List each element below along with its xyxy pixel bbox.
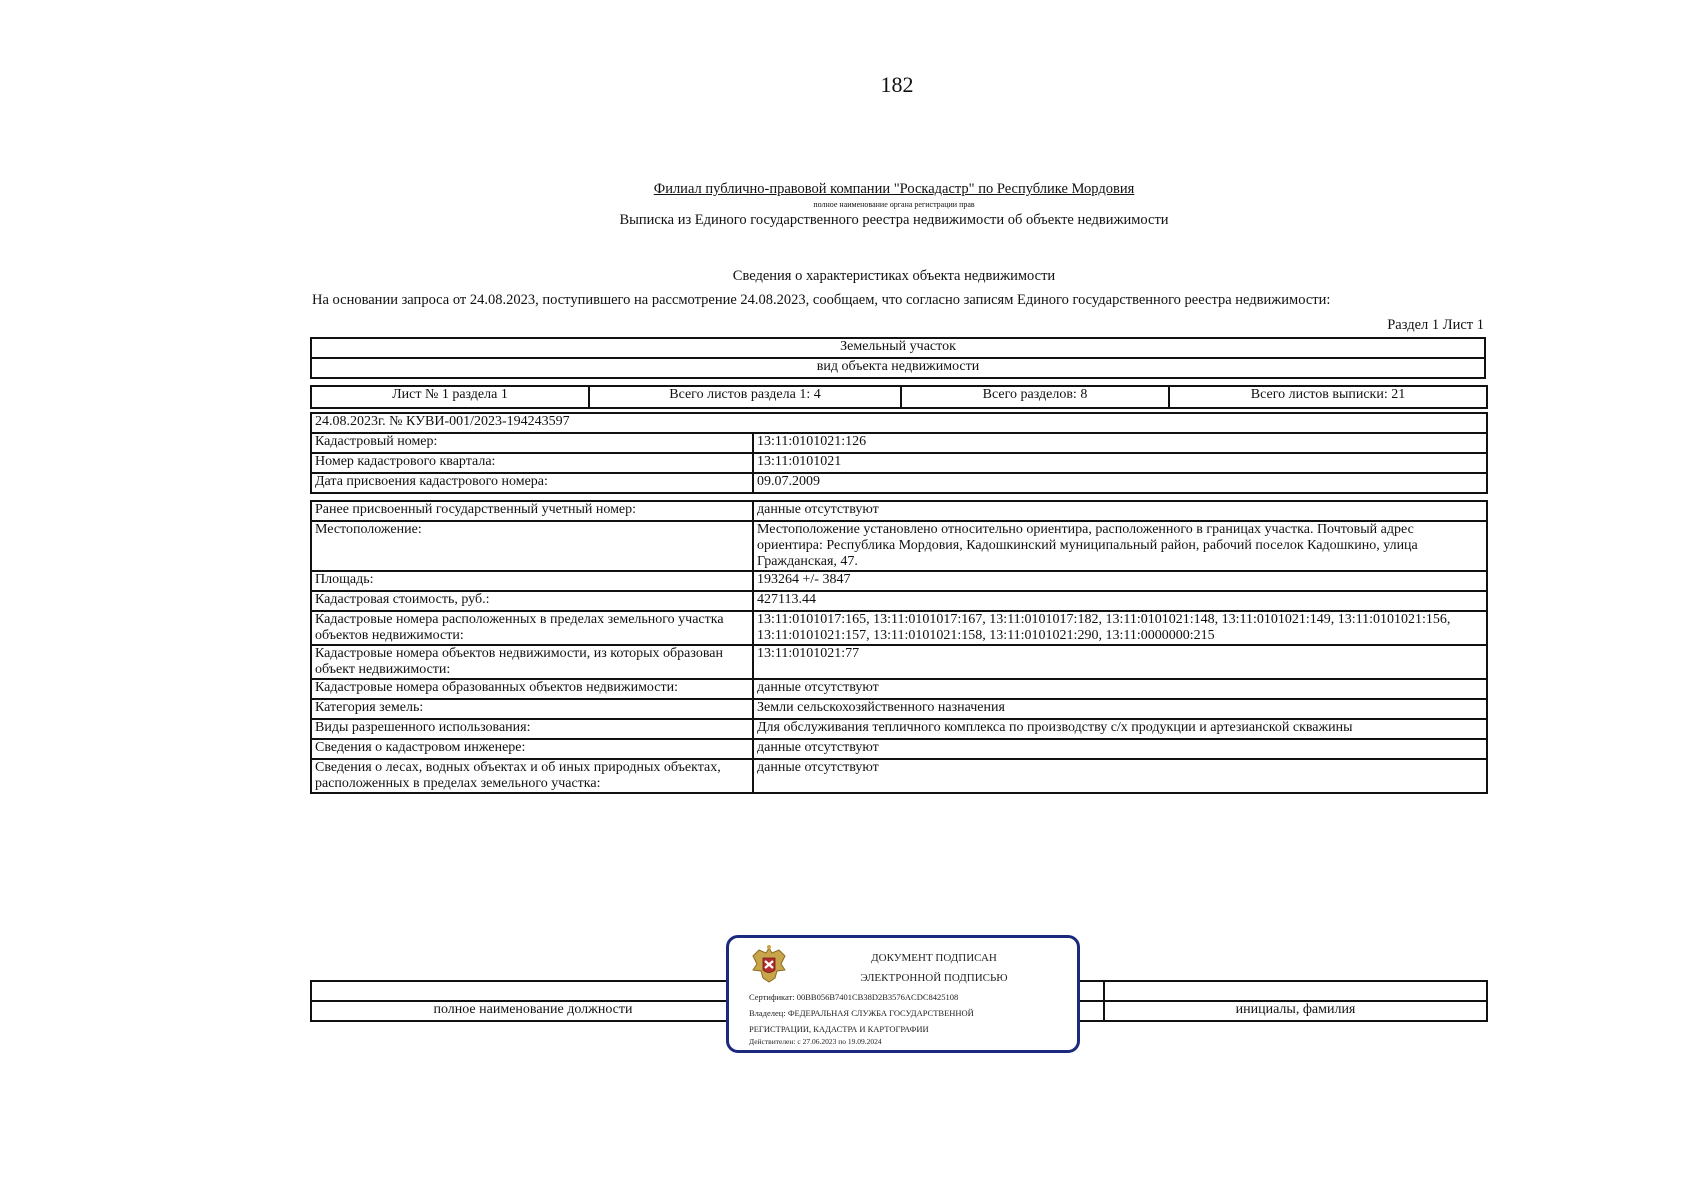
row-value: 193264 +/- 3847 — [753, 571, 1487, 591]
position-caption: полное наименование должности — [311, 1001, 755, 1021]
table-row — [311, 571, 1487, 591]
row-label: Дата присвоения кадастрового номера: — [311, 473, 753, 493]
table-row — [311, 759, 1487, 793]
row-label: Виды разрешенного использования: — [311, 719, 753, 739]
row-label: Кадастровые номера объектов недвижимости, из которых образован объект недвижимости: — [311, 645, 753, 679]
row-label: Кадастровый номер: — [311, 433, 753, 453]
row-value: данные отсутствуют — [753, 759, 1487, 793]
row-value: 13:11:0101021:126 — [753, 433, 1487, 453]
intro-text: На основании запроса от 24.08.2023, поступившего на рассмотрение 24.08.2023, сообщаем, что согласно записям Единого государственного реестра недвижимости: — [312, 292, 1331, 308]
section-reference: Раздел 1 Лист 1 — [1387, 317, 1484, 333]
sheet-number: Лист № 1 раздела 1 — [311, 386, 589, 408]
row-label: Сведения о лесах, водных объектах и об иных природных объектах, расположенных в пределах земельного участка: — [311, 759, 753, 793]
row-value: Местоположение установлено относительно ориентира, расположенного в границах участка. Почтовый адрес ориентира: Республика Мордовия, Кадошкинский муниципальный район, рабочий поселок Кадошкино, улица Гражданская, 47. — [753, 521, 1487, 571]
sheets-table — [310, 385, 1488, 409]
name-field — [1104, 981, 1487, 1001]
row-value: 13:11:0101021:77 — [753, 645, 1487, 679]
row-value: данные отсутствуют — [753, 679, 1487, 699]
row-label: Кадастровые номера расположенных в пределах земельного участка объектов недвижимости: — [311, 611, 753, 645]
record-number: 24.08.2023г. № КУВИ-001/2023-194243597 — [311, 413, 1487, 433]
row-label: Кадастровые номера образованных объектов недвижимости: — [311, 679, 753, 699]
table-row — [311, 611, 1487, 645]
table-row — [311, 591, 1487, 611]
electronic-signature-stamp — [726, 935, 1080, 1053]
object-type-caption: вид объекта недвижимости — [311, 358, 1485, 378]
table-row — [311, 501, 1487, 521]
row-value: 13:11:0101021 — [753, 453, 1487, 473]
object-type-table — [310, 337, 1486, 379]
table-row — [311, 699, 1487, 719]
table-row — [311, 719, 1487, 739]
stamp-signature-label: ЭЛЕКТРОННОЙ ПОДПИСЬЮ — [860, 972, 1008, 984]
row-label: Категория земель: — [311, 699, 753, 719]
stamp-signed-label: ДОКУМЕНТ ПОДПИСАН — [871, 952, 997, 964]
extract-title: Выписка из Единого государственного реестра недвижимости об объекте недвижимости — [619, 212, 1169, 228]
section-sheets-total: Всего листов раздела 1: 4 — [589, 386, 901, 408]
row-value: 13:11:0101017:165, 13:11:0101017:167, 13:11:0101017:182, 13:11:0101021:148, 13:11:0101021:149, 13:11:0101021:156, 13:11:0101021:157, 13:11:0101021:158, 13:11:0101021:290, 13:11:0000000:215 — [753, 611, 1487, 645]
table-row — [311, 739, 1487, 759]
extract-sheets-total: Всего листов выписки: 21 — [1169, 386, 1487, 408]
stamp-owner: Владелец: ФЕДЕРАЛЬНАЯ СЛУЖБА ГОСУДАРСТВЕННОЙ — [749, 1008, 974, 1018]
row-label: Кадастровая стоимость, руб.: — [311, 591, 753, 611]
table-row — [311, 473, 1487, 493]
organization-name: Филиал публично-правовой компании "Роскадастр" по Республике Мордовия — [653, 181, 1135, 197]
double-headed-eagle-emblem-icon — [749, 944, 789, 986]
stamp-validity: Действителен: с 27.06.2023 по 19.09.2024 — [749, 1037, 882, 1046]
table-row — [311, 433, 1487, 453]
row-label: Площадь: — [311, 571, 753, 591]
row-label: Ранее присвоенный государственный учетный номер: — [311, 501, 753, 521]
table-row — [311, 679, 1487, 699]
row-value: данные отсутствуют — [753, 739, 1487, 759]
table-gap — [311, 493, 1487, 501]
row-value: 427113.44 — [753, 591, 1487, 611]
characteristics-table — [310, 412, 1488, 794]
row-label: Местоположение: — [311, 521, 753, 571]
organization-caption: полное наименование органа регистрации прав — [813, 200, 975, 209]
page-number: 182 — [880, 72, 914, 97]
info-title: Сведения о характеристиках объекта недвижимости — [732, 268, 1056, 284]
table-row — [311, 521, 1487, 571]
row-value: данные отсутствуют — [753, 501, 1487, 521]
row-value: Для обслуживания тепличного комплекса по производству с/х продукции и артезианской скважины — [753, 719, 1487, 739]
table-row — [311, 645, 1487, 679]
sections-total: Всего разделов: 8 — [901, 386, 1169, 408]
row-label: Сведения о кадастровом инженере: — [311, 739, 753, 759]
stamp-certificate: Сертификат: 00BB056B7401CB38D2B3576ACDC8425108 — [749, 992, 959, 1002]
position-field — [311, 981, 755, 1001]
row-value: 09.07.2009 — [753, 473, 1487, 493]
row-label: Номер кадастрового квартала: — [311, 453, 753, 473]
row-value: Земли сельскохозяйственного назначения — [753, 699, 1487, 719]
name-caption: инициалы, фамилия — [1104, 1001, 1487, 1021]
table-row — [311, 453, 1487, 473]
stamp-owner-continued: РЕГИСТРАЦИИ, КАДАСТРА И КАРТОГРАФИИ — [749, 1024, 929, 1034]
object-type-value: Земельный участок — [311, 338, 1485, 358]
